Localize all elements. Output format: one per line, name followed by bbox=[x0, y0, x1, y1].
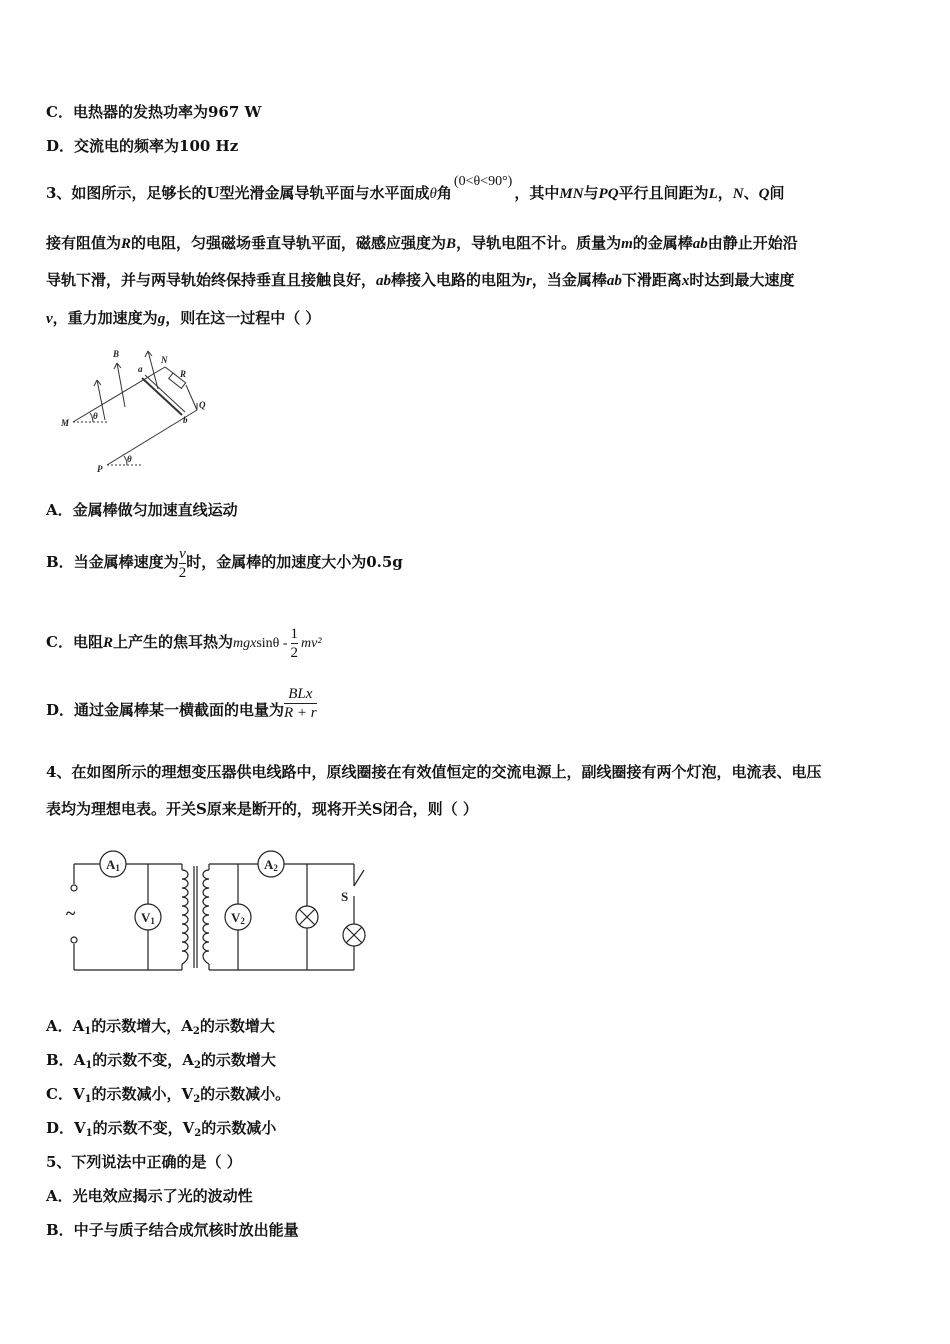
label-p: P bbox=[97, 464, 103, 474]
q3-stem-line2: 接有阻值为R的电阻，匀强磁场垂直导轨平面，磁感应强度为B，导轨电阻不计。质量为m的金属棒ab由静止开始沿 bbox=[46, 234, 798, 252]
q3-rail-diagram bbox=[55, 345, 230, 480]
q3-option-d: D．通过金属棒某一横截面的电量为 $\frac{\text{BLx}}{R + r}$ bbox=[46, 686, 317, 721]
q3-angle-condition: (0<θ<90°) bbox=[453, 174, 513, 189]
q3-stem-line1: 3、如图所示，足够长的U型光滑金属导轨平面与水平面成θ角(0<θ<90°)，其中MN与PQ平行且间距为L，N、Q间 bbox=[46, 174, 785, 202]
q4-transformer-circuit bbox=[62, 846, 372, 976]
switch-s bbox=[354, 870, 364, 886]
q2-option-c: C．电热器的发热功率为967 W bbox=[46, 103, 262, 121]
q3-option-c: C．电阻R上产生的焦耳热为mgxsinθ - $\frac{1}{2}$ mv² bbox=[46, 625, 322, 661]
metal-bar-ab bbox=[142, 378, 182, 415]
q3-option-d-fraction: $\frac{\text{BLx}}{R + r}$ bbox=[284, 686, 317, 721]
q5-stem: 5、下列说法中正确的是（ ） bbox=[46, 1153, 242, 1171]
q3-stem-line3: 导轨下滑，并与两导轨始终保持垂直且接触良好，ab棒接入电路的电阻为r，当金属棒ab下滑距离x时达到最大速度 bbox=[46, 271, 795, 289]
label-v2: V2 bbox=[231, 910, 245, 926]
q4-option-b: B．$A_1$的示数不变，$A_2$的示数增大 bbox=[46, 1051, 276, 1071]
metal-bar-ab-edge bbox=[145, 375, 185, 412]
q3-stem-line4: v，重力加速度为g，则在这一过程中（ ） bbox=[46, 309, 321, 327]
label-a1: A1 bbox=[106, 857, 120, 873]
label-theta-p: θ bbox=[127, 454, 132, 464]
q3-option-a: A．金属棒做匀加速直线运动 bbox=[46, 501, 238, 519]
field-arrow-2 bbox=[117, 363, 125, 407]
label-b-end: b bbox=[183, 415, 188, 425]
q4-option-c: C．$V_1$的示数减小，$V_2$的示数减小。 bbox=[46, 1085, 291, 1105]
label-r: R bbox=[180, 369, 187, 379]
label-ac-source: ~ bbox=[66, 903, 76, 923]
label-n: N bbox=[161, 355, 168, 365]
primary-coil bbox=[182, 870, 188, 964]
field-arrow-1 bbox=[97, 380, 105, 420]
q4-stem-line2: 表均为理想电表。开关S原来是断开的，现将开关S闭合，则（ ） bbox=[46, 800, 478, 818]
label-s: S bbox=[341, 889, 349, 904]
field-arrow-3 bbox=[148, 351, 158, 389]
label-a: a bbox=[138, 364, 143, 374]
q5-option-b: B．中子与质子结合成氘核时放出能量 bbox=[46, 1221, 299, 1239]
q3-option-b: B．当金属棒速度为 $\frac{v}{2}$ 时，金属棒的加速度大小为0.5g bbox=[46, 545, 403, 581]
q2-option-d: D．交流电的频率为100 Hz bbox=[46, 137, 239, 155]
label-b: B bbox=[113, 349, 120, 359]
q3-option-b-fraction: $\frac{v}{2}$ bbox=[178, 545, 187, 581]
label-theta-m: θ bbox=[93, 411, 98, 421]
label-q: Q bbox=[199, 400, 206, 410]
label-v1: V1 bbox=[141, 910, 155, 926]
label-a2: A2 bbox=[264, 857, 278, 873]
secondary-coil bbox=[203, 870, 209, 964]
label-m: M bbox=[61, 418, 70, 428]
q3-option-c-fraction: $\frac{1}{2}$ bbox=[290, 625, 299, 661]
q4-option-a: A．$A_1$的示数增大，$A_2$的示数增大 bbox=[46, 1017, 275, 1037]
q4-option-d: D．$V_1$的示数不变，$V_2$的示数减小 bbox=[46, 1119, 277, 1139]
q5-option-a: A．光电效应揭示了光的波动性 bbox=[46, 1187, 253, 1205]
q4-stem-line1: 4、在如图所示的理想变压器供电线路中，原线圈接在有效值恒定的交流电源上，副线圈接有两个灯泡，电流表、电压 bbox=[46, 763, 822, 781]
